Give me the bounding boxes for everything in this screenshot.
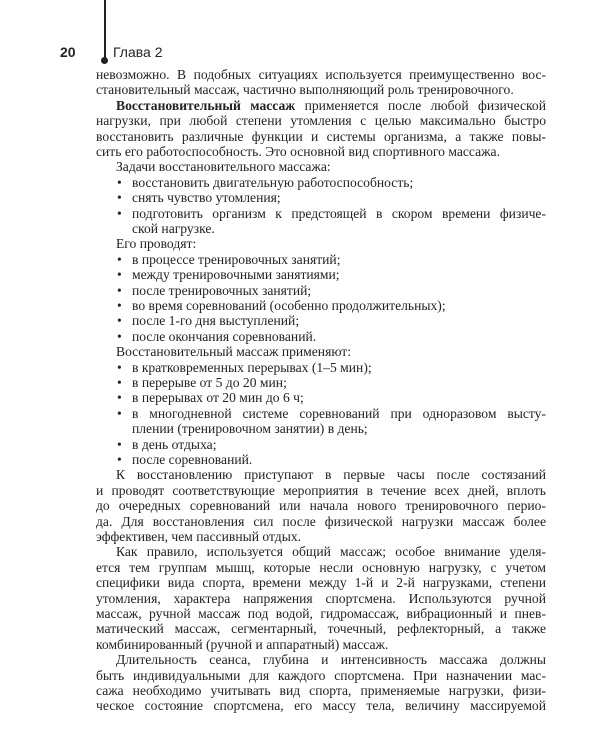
bullet-icon: • <box>117 298 122 314</box>
line-text: Длительность сеанса, глубина и интенсивность массажа должны <box>116 652 546 668</box>
line-text: в многодневной системе соревнований при одноразовом высту- <box>132 405 546 421</box>
text-line <box>96 113 546 128</box>
paragraph <box>96 236 546 251</box>
text-line <box>96 514 546 529</box>
text-line <box>96 313 546 328</box>
text-line <box>96 360 546 375</box>
line-text: массаж, ручной массаж под водой, гидромассаж, вибрационный и пнев- <box>96 606 546 621</box>
paragraph <box>96 159 546 174</box>
text-line <box>96 698 546 713</box>
line-text: восстановить различные функции и системы организма, а также повы- <box>96 128 546 144</box>
bullet-icon: • <box>117 375 122 391</box>
line-text: плении (тренировочном занятии) в день; <box>132 421 368 437</box>
bullet-item <box>96 175 546 190</box>
line-text: во время соревнований (особенно продолжительных); <box>132 298 446 314</box>
bullet-icon: • <box>117 282 122 298</box>
text-line <box>96 483 546 498</box>
line-text: применяется после любой физической <box>295 97 546 113</box>
text-line <box>96 390 546 405</box>
bullet-item <box>96 329 546 344</box>
bullet-item <box>96 252 546 267</box>
bullet-item <box>96 406 546 437</box>
line-text: да. Для восстановления сил после физической нагрузки массаж более <box>96 513 546 529</box>
text-line <box>96 637 546 652</box>
line-text: Его проводят: <box>116 236 197 252</box>
text-line <box>96 560 546 575</box>
line-text: подготовить организм к предстоящей в скором времени физиче- <box>132 205 546 221</box>
bullet-item <box>96 298 546 313</box>
text-line <box>96 175 546 190</box>
line-text: комбинированный (ручной и аппаратный) массаж. <box>96 636 389 652</box>
line-text: ется тем группам мышц, которые несли основную нагрузку, с учетом <box>96 559 546 575</box>
bullet-item <box>96 390 546 405</box>
line-text: Задачи восстановительного массажа: <box>116 159 331 175</box>
line-text: ческое состояние спортсмена, его массу тела, величину массируемой <box>96 698 546 714</box>
line-text: после окончания соревнований. <box>132 328 317 344</box>
line-text: становительный массаж, частично выполняющий роль тренировочного. <box>96 82 514 98</box>
text-line <box>96 329 546 344</box>
bullet-icon: • <box>117 390 122 406</box>
bullet-icon: • <box>117 251 122 267</box>
text-line <box>96 144 546 159</box>
line-text: К восстановлению приступают в первые часы после состязаний <box>116 467 546 483</box>
line-text: в день отдыха; <box>132 436 217 452</box>
text-line <box>96 467 546 482</box>
bullet-icon: • <box>117 190 122 206</box>
bullet-item <box>96 206 546 237</box>
text-line <box>96 498 546 513</box>
bold-term: Восстановительный массаж <box>116 97 296 113</box>
bullet-icon: • <box>117 405 122 421</box>
margin-rule-dot <box>101 57 108 64</box>
text-line <box>96 252 546 267</box>
page-body <box>96 67 546 714</box>
text-line <box>96 406 546 421</box>
line-text: матический массаж, сегментарный, точечный, рефлекторный, а также <box>96 621 546 637</box>
line-text: после тренировочных занятий; <box>132 282 312 298</box>
line-text: до очередных соревнований или начала нового тренировочного перио- <box>96 498 546 514</box>
text-line <box>96 591 546 606</box>
line-text: в кратковременных перерывах (1–5 мин); <box>132 359 372 375</box>
text-line <box>96 683 546 698</box>
line-text: утомления, характера напряжения спортсмена. Используются ручной <box>96 590 546 606</box>
line-text: и проводят соответствующие мероприятия в течение всех дней, вплоть <box>96 482 546 498</box>
text-line <box>96 159 546 174</box>
paragraph <box>96 67 546 98</box>
paragraph <box>96 98 546 160</box>
line-text: сажа необходимо учитывать вид спорта, применяемые нагрузки, физи- <box>96 682 546 698</box>
bullet-item <box>96 283 546 298</box>
line-text: после 1-го дня выступлений; <box>132 313 300 329</box>
bullet-item <box>96 437 546 452</box>
text-line <box>96 67 546 82</box>
text-line <box>96 283 546 298</box>
text-line <box>96 82 546 97</box>
bullet-item <box>96 190 546 205</box>
text-line <box>96 267 546 282</box>
bullet-item <box>96 313 546 328</box>
line-text: в перерыве от 5 до 20 мин; <box>132 375 287 391</box>
text-line <box>96 206 546 221</box>
paragraph <box>96 344 546 359</box>
text-line <box>96 544 546 559</box>
bullet-icon: • <box>117 267 122 283</box>
text-line <box>96 375 546 390</box>
line-text: ской нагрузке. <box>132 220 215 236</box>
line-text: снять чувство утомления; <box>132 190 281 206</box>
bullet-item <box>96 452 546 467</box>
paragraph <box>96 652 546 714</box>
line-text: специфики вида спорта, времени между 1-й и 2-й нагрузками, степени <box>96 575 546 591</box>
bullet-icon: • <box>117 205 122 221</box>
bullet-icon: • <box>117 174 122 190</box>
text-line <box>96 437 546 452</box>
text-line <box>96 98 546 113</box>
paragraph <box>96 467 546 544</box>
text-line <box>96 421 546 436</box>
bullet-icon: • <box>117 452 122 468</box>
bullet-icon: • <box>117 328 122 344</box>
text-line <box>96 452 546 467</box>
text-line <box>96 652 546 667</box>
line-text: между тренировочными занятиями; <box>132 267 340 283</box>
text-line <box>96 606 546 621</box>
text-line <box>96 668 546 683</box>
bullet-item <box>96 360 546 375</box>
line-text: нагрузки, при любой степени утомления с целью максимально быстро <box>96 113 546 129</box>
text-line <box>96 529 546 544</box>
line-text: Как правило, используется общий массаж; особое внимание уделя- <box>116 544 546 560</box>
bullet-icon: • <box>117 313 122 329</box>
line-text: невозможно. В подобных ситуациях используется преимущественно вос- <box>96 67 546 82</box>
text-line <box>96 236 546 251</box>
bullet-icon: • <box>117 359 122 375</box>
bullet-item <box>96 267 546 282</box>
line-text: восстановить двигательную работоспособность; <box>132 174 414 190</box>
text-line <box>96 221 546 236</box>
line-text: в процессе тренировочных занятий; <box>132 251 341 267</box>
margin-rule <box>104 0 106 60</box>
line-text: эффективен, чем пассивный отдых. <box>96 529 302 545</box>
text-line <box>96 344 546 359</box>
line-text: сить его работоспособность. Это основной вид спортивного массажа. <box>96 143 500 159</box>
line-text: в перерывах от 20 мин до 6 ч; <box>132 390 304 406</box>
text-line <box>96 575 546 590</box>
line-text: Восстановительный массаж применяют: <box>116 344 352 360</box>
text-line <box>96 298 546 313</box>
bullet-icon: • <box>117 436 122 452</box>
text-line <box>96 190 546 205</box>
bullet-item <box>96 375 546 390</box>
text-line <box>96 621 546 636</box>
line-text: быть индивидуальными для каждого спортсмена. При назначении мас- <box>96 667 546 683</box>
line-text: после соревнований. <box>132 452 253 468</box>
chapter-title: Глава 2 <box>113 44 163 60</box>
paragraph <box>96 544 546 652</box>
text-line <box>96 129 546 144</box>
page-number: 20 <box>60 44 76 60</box>
